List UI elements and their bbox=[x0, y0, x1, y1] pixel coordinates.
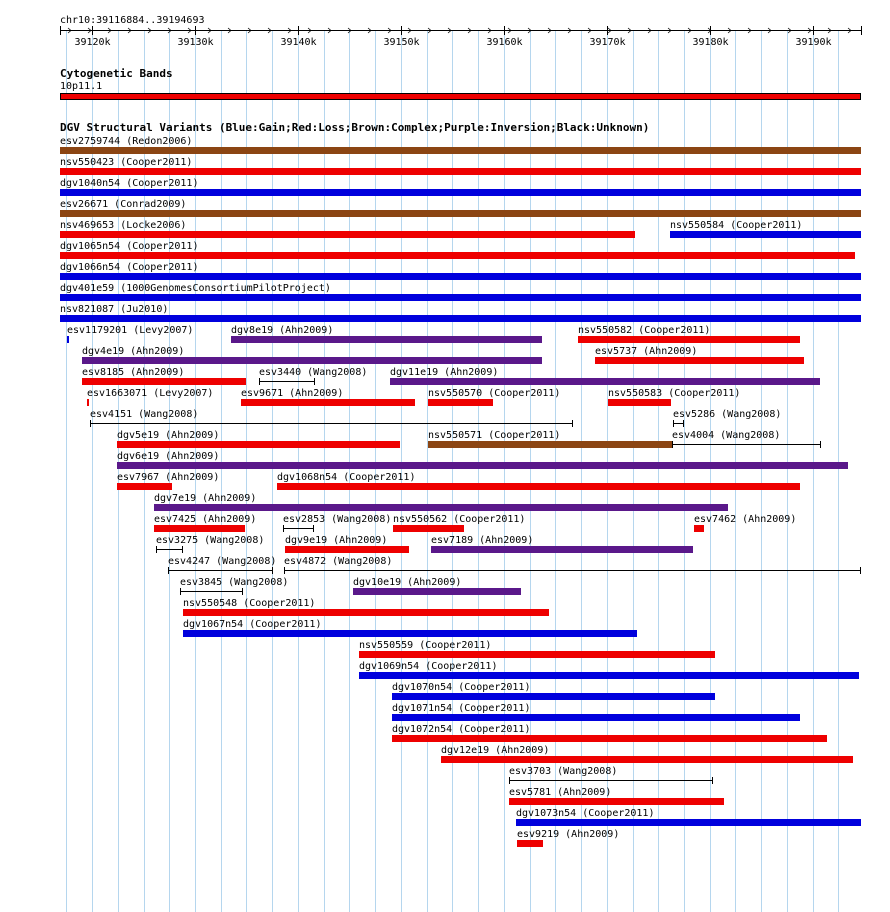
sv-feature-label: esv1663071 (Levy2007) bbox=[87, 388, 214, 399]
sv-feature-label: nsv469653 (Locke2006) bbox=[60, 220, 187, 231]
sv-feature-label: esv26671 (Conrad2009) bbox=[60, 199, 187, 210]
sv-feature-bar[interactable] bbox=[60, 315, 861, 322]
sv-feature-bar[interactable] bbox=[428, 441, 672, 448]
sv-feature-end-tick bbox=[242, 588, 243, 595]
sv-feature-bar[interactable] bbox=[359, 672, 859, 679]
sv-feature-unknown-line[interactable] bbox=[509, 780, 713, 781]
sv-feature-unknown-line[interactable] bbox=[284, 570, 861, 571]
ruler-tick-label: 39150k bbox=[383, 37, 420, 48]
sv-feature-label: esv5781 (Ahn2009) bbox=[509, 787, 612, 798]
sv-feature-bar[interactable] bbox=[441, 756, 853, 763]
sv-feature-bar[interactable] bbox=[82, 378, 246, 385]
sv-feature-bar[interactable] bbox=[117, 483, 172, 490]
sv-feature-bar[interactable] bbox=[428, 399, 493, 406]
sv-feature-end-tick bbox=[683, 420, 684, 427]
cytoband-label: 10p11.1 bbox=[60, 81, 103, 92]
sv-feature-unknown-line[interactable] bbox=[672, 444, 821, 445]
sv-feature-end-tick bbox=[673, 420, 674, 427]
sv-feature-bar[interactable] bbox=[87, 399, 89, 406]
coordinate-ruler bbox=[0, 0, 890, 60]
cytoband-bar[interactable] bbox=[60, 93, 861, 100]
sv-feature-end-tick bbox=[156, 546, 157, 553]
sv-feature-label: esv4872 (Wang2008) bbox=[284, 556, 393, 567]
ruler-tick-label: 39190k bbox=[795, 37, 832, 48]
sv-feature-label: esv7425 (Ahn2009) bbox=[154, 514, 257, 525]
sv-feature-bar[interactable] bbox=[285, 546, 409, 553]
sv-feature-label: esv3440 (Wang2008) bbox=[259, 367, 368, 378]
sv-feature-unknown-line[interactable] bbox=[168, 570, 273, 571]
sv-feature-unknown-line[interactable] bbox=[283, 528, 314, 529]
sv-feature-end-tick bbox=[182, 546, 183, 553]
sv-feature-label: nsv550582 (Cooper2011) bbox=[578, 325, 711, 336]
sv-feature-end-tick bbox=[314, 378, 315, 385]
sv-feature-bar[interactable] bbox=[277, 483, 800, 490]
sv-feature-bar[interactable] bbox=[82, 357, 542, 364]
sv-feature-bar[interactable] bbox=[60, 273, 861, 280]
sv-feature-bar[interactable] bbox=[359, 651, 715, 658]
sv-feature-label: esv7967 (Ahn2009) bbox=[117, 472, 220, 483]
ruler-tick-label: 39120k bbox=[74, 37, 111, 48]
sv-feature-end-tick bbox=[284, 567, 285, 574]
region-coordinates: chr10:39116884..39194693 bbox=[60, 15, 205, 26]
sv-feature-bar[interactable] bbox=[353, 588, 521, 595]
sv-feature-label: dgv9e19 (Ahn2009) bbox=[285, 535, 388, 546]
sv-feature-label: dgv401e59 (1000GenomesConsortiumPilotProject) bbox=[60, 283, 331, 294]
sv-feature-label: esv8185 (Ahn2009) bbox=[82, 367, 185, 378]
ruler-tick-label: 39140k bbox=[280, 37, 317, 48]
sv-feature-bar[interactable] bbox=[517, 840, 543, 847]
sv-feature-label: dgv1073n54 (Cooper2011) bbox=[516, 808, 655, 819]
sv-feature-label: dgv7e19 (Ahn2009) bbox=[154, 493, 257, 504]
sv-feature-label: esv5737 (Ahn2009) bbox=[595, 346, 698, 357]
sv-feature-end-tick bbox=[509, 777, 510, 784]
sv-feature-end-tick bbox=[712, 777, 713, 784]
ruler-tick-label: 39170k bbox=[589, 37, 626, 48]
sv-feature-label: esv7189 (Ahn2009) bbox=[431, 535, 534, 546]
sv-feature-bar[interactable] bbox=[431, 546, 693, 553]
sv-feature-bar[interactable] bbox=[231, 336, 542, 343]
sv-feature-bar[interactable] bbox=[60, 168, 861, 175]
sv-feature-label: nsv821087 (Ju2010) bbox=[60, 304, 169, 315]
sv-feature-end-tick bbox=[672, 441, 673, 448]
sv-feature-unknown-line[interactable] bbox=[156, 549, 183, 550]
ruler-tick-label: 39180k bbox=[692, 37, 729, 48]
sv-feature-label: dgv4e19 (Ahn2009) bbox=[82, 346, 185, 357]
sv-feature-label: nsv550559 (Cooper2011) bbox=[359, 640, 492, 651]
sv-feature-label: esv5286 (Wang2008) bbox=[673, 409, 782, 420]
sv-feature-label: dgv1067n54 (Cooper2011) bbox=[183, 619, 322, 630]
sv-feature-label: esv9219 (Ahn2009) bbox=[517, 829, 620, 840]
sv-feature-end-tick bbox=[168, 567, 169, 574]
sv-feature-bar[interactable] bbox=[67, 336, 69, 343]
sv-feature-bar[interactable] bbox=[578, 336, 800, 343]
sv-feature-end-tick bbox=[259, 378, 260, 385]
sv-feature-bar[interactable] bbox=[608, 399, 671, 406]
ruler-tick-label: 39130k bbox=[177, 37, 214, 48]
sv-feature-label: nsv550562 (Cooper2011) bbox=[393, 514, 526, 525]
sv-feature-label: esv4004 (Wang2008) bbox=[672, 430, 781, 441]
sv-feature-end-tick bbox=[90, 420, 91, 427]
sv-feature-bar[interactable] bbox=[60, 252, 855, 259]
sv-feature-label: dgv1072n54 (Cooper2011) bbox=[392, 724, 531, 735]
sv-feature-bar[interactable] bbox=[392, 693, 715, 700]
sv-feature-bar[interactable] bbox=[516, 819, 861, 826]
sv-feature-label: esv4151 (Wang2008) bbox=[90, 409, 199, 420]
sv-feature-label: esv4247 (Wang2008) bbox=[168, 556, 277, 567]
sv-feature-label: dgv1065n54 (Cooper2011) bbox=[60, 241, 199, 252]
sv-feature-label: esv3275 (Wang2008) bbox=[156, 535, 265, 546]
sv-feature-label: dgv10e19 (Ahn2009) bbox=[353, 577, 462, 588]
sv-feature-label: dgv1069n54 (Cooper2011) bbox=[359, 661, 498, 672]
sv-feature-bar[interactable] bbox=[241, 399, 415, 406]
sv-feature-label: esv2853 (Wang2008) bbox=[283, 514, 392, 525]
sv-feature-label: esv3703 (Wang2008) bbox=[509, 766, 618, 777]
sv-feature-label: dgv12e19 (Ahn2009) bbox=[441, 745, 550, 756]
sv-feature-label: nsv550423 (Cooper2011) bbox=[60, 157, 193, 168]
cytoband-track-title: Cytogenetic Bands bbox=[60, 67, 173, 80]
sv-feature-label: esv1179201 (Levy2007) bbox=[67, 325, 194, 336]
sv-feature-end-tick bbox=[272, 567, 273, 574]
ruler-tick-label: 39160k bbox=[486, 37, 523, 48]
sv-feature-label: nsv550571 (Cooper2011) bbox=[428, 430, 561, 441]
sv-track-title: DGV Structural Variants (Blue:Gain;Red:Loss;Brown:Complex;Purple:Inversion;Black:Unknown) bbox=[60, 121, 650, 134]
sv-feature-label: dgv1071n54 (Cooper2011) bbox=[392, 703, 531, 714]
sv-feature-label: dgv1070n54 (Cooper2011) bbox=[392, 682, 531, 693]
sv-feature-bar[interactable] bbox=[183, 609, 549, 616]
sv-feature-label: dgv1068n54 (Cooper2011) bbox=[277, 472, 416, 483]
sv-feature-label: esv2759744 (Redon2006) bbox=[60, 136, 193, 147]
sv-feature-label: dgv11e19 (Ahn2009) bbox=[390, 367, 499, 378]
sv-feature-bar[interactable] bbox=[694, 525, 704, 532]
sv-feature-label: nsv550584 (Cooper2011) bbox=[670, 220, 803, 231]
sv-feature-unknown-line[interactable] bbox=[90, 423, 573, 424]
sv-feature-bar[interactable] bbox=[183, 630, 637, 637]
sv-feature-label: nsv550570 (Cooper2011) bbox=[428, 388, 561, 399]
sv-feature-end-tick bbox=[820, 441, 821, 448]
sv-feature-bar[interactable] bbox=[392, 735, 827, 742]
sv-feature-bar[interactable] bbox=[595, 357, 804, 364]
sv-feature-bar[interactable] bbox=[60, 210, 861, 217]
sv-feature-label: dgv5e19 (Ahn2009) bbox=[117, 430, 220, 441]
sv-feature-bar[interactable] bbox=[117, 441, 400, 448]
sv-feature-end-tick bbox=[283, 525, 284, 532]
sv-feature-bar[interactable] bbox=[117, 462, 848, 469]
sv-feature-bar[interactable] bbox=[154, 525, 245, 532]
sv-feature-unknown-line[interactable] bbox=[259, 381, 315, 382]
sv-feature-label: nsv550583 (Cooper2011) bbox=[608, 388, 741, 399]
sv-feature-bar[interactable] bbox=[509, 798, 724, 805]
sv-feature-bar[interactable] bbox=[393, 525, 464, 532]
sv-feature-label: dgv8e19 (Ahn2009) bbox=[231, 325, 334, 336]
sv-feature-bar[interactable] bbox=[390, 378, 820, 385]
sv-feature-label: dgv1040n54 (Cooper2011) bbox=[60, 178, 199, 189]
sv-feature-label: dgv6e19 (Ahn2009) bbox=[117, 451, 220, 462]
sv-feature-end-tick bbox=[860, 567, 861, 574]
sv-feature-bar[interactable] bbox=[670, 231, 861, 238]
sv-feature-bar[interactable] bbox=[60, 189, 861, 196]
sv-feature-label: dgv1066n54 (Cooper2011) bbox=[60, 262, 199, 273]
sv-feature-end-tick bbox=[180, 588, 181, 595]
sv-feature-label: nsv550548 (Cooper2011) bbox=[183, 598, 316, 609]
sv-feature-end-tick bbox=[313, 525, 314, 532]
sv-feature-bar[interactable] bbox=[60, 147, 861, 154]
sv-feature-bar[interactable] bbox=[154, 504, 728, 511]
sv-feature-label: esv7462 (Ahn2009) bbox=[694, 514, 797, 525]
sv-feature-label: esv9671 (Ahn2009) bbox=[241, 388, 344, 399]
sv-feature-bar[interactable] bbox=[60, 294, 861, 301]
sv-feature-bar[interactable] bbox=[60, 231, 635, 238]
sv-feature-label: esv3845 (Wang2008) bbox=[180, 577, 289, 588]
sv-feature-end-tick bbox=[572, 420, 573, 427]
sv-feature-bar[interactable] bbox=[392, 714, 800, 721]
sv-feature-unknown-line[interactable] bbox=[180, 591, 243, 592]
